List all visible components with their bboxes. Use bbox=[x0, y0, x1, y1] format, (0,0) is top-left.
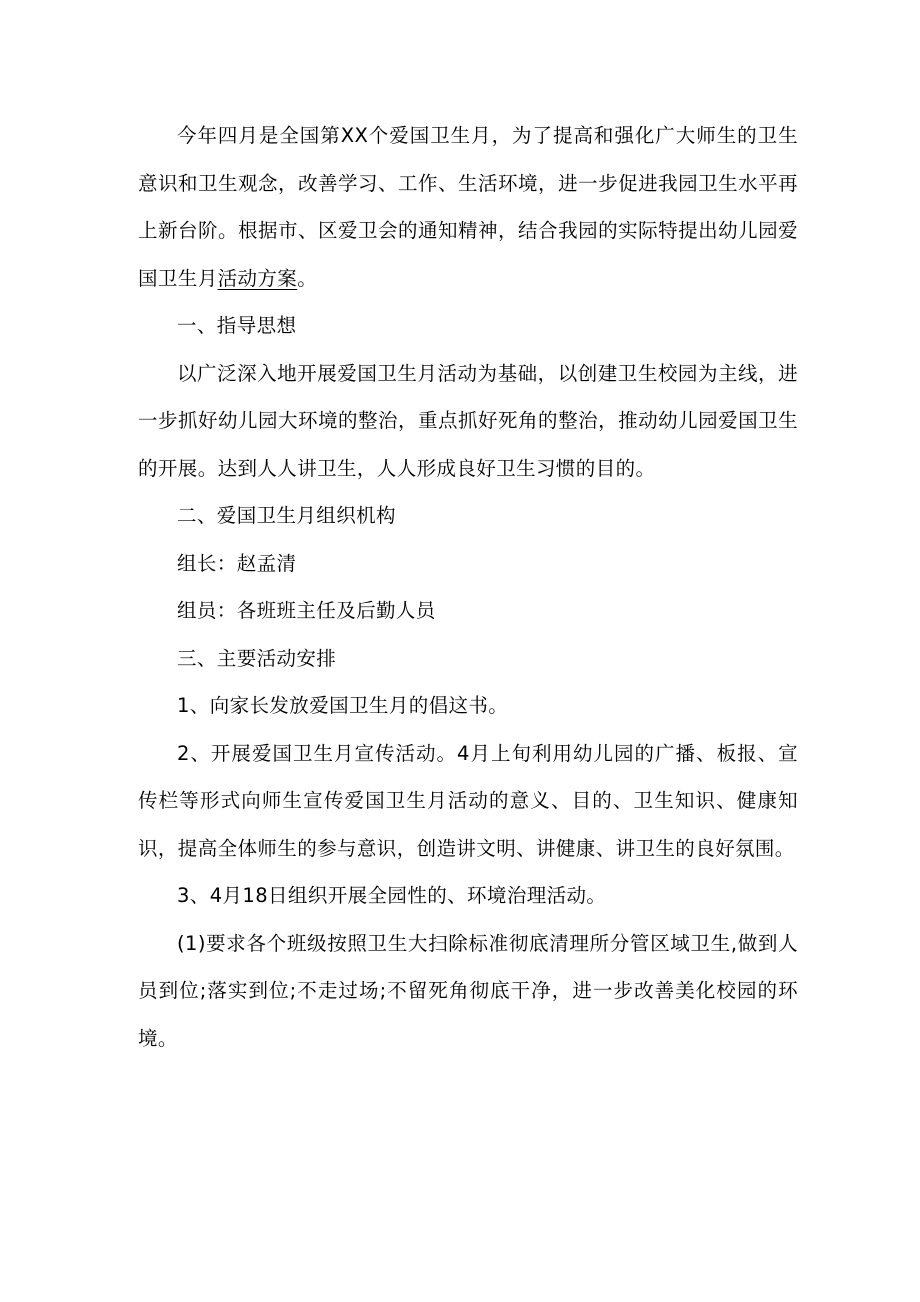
heading-guiding-thought: 一、指导思想 bbox=[177, 314, 297, 337]
activity-item-1: 1、向家长发放爱国卫生月的倡这书。 bbox=[177, 694, 509, 717]
activity-item-3-sub-1: (1)要求各个班级按照卫生大扫除标准彻底清理所分管区域卫生,做到人员到位;落实到位;不走过场;不留死角彻底干净，进一步改善美化校园的环境。 bbox=[138, 931, 798, 1050]
activity-plan-link[interactable]: 活动方案 bbox=[217, 266, 298, 290]
intro-paragraph bbox=[138, 112, 798, 302]
heading-organization: 二、爱国卫生月组织机构 bbox=[177, 504, 396, 527]
leader-line: 组长：赵孟清 bbox=[177, 551, 297, 575]
intro-text: 今年四月是全国第XX个爱国卫生月，为了提高和强化广大师生的卫生意识和卫生观念，改善学习、工作、生活环境，进一步促进我园卫生水平再上新台阶。根据市、区爱卫会的通知精神，结合我园的实际特提出幼儿园爱国卫生月 bbox=[138, 124, 798, 290]
guiding-paragraph: 以广泛深入地开展爱国卫生月活动为基础，以创建卫生校园为主线，进一步抓好幼儿园大环境的整治，重点抓好死角的整治，推动幼儿园爱国卫生的开展。达到人人讲卫生，人人形成良好卫生习惯的目的。 bbox=[138, 361, 798, 480]
heading-activities: 三、主要活动安排 bbox=[177, 646, 337, 670]
document-body bbox=[138, 112, 798, 1062]
intro-end: 。 bbox=[297, 266, 318, 290]
activity-item-2: 2、开展爱国卫生月宣传活动。4月上旬利用幼儿园的广播、板报、宣传栏等形式向师生宣传爱国卫生月活动的意义、目的、卫生知识、健康知识，提高全体师生的参与意识，创造讲文明、讲健康、讲卫生的良好氛围。 bbox=[138, 741, 798, 860]
activity-item-3: 3、4月18日组织开展全园性的、环境治理活动。 bbox=[177, 884, 607, 907]
members-line: 组员：各班班主任及后勤人员 bbox=[177, 599, 436, 622]
